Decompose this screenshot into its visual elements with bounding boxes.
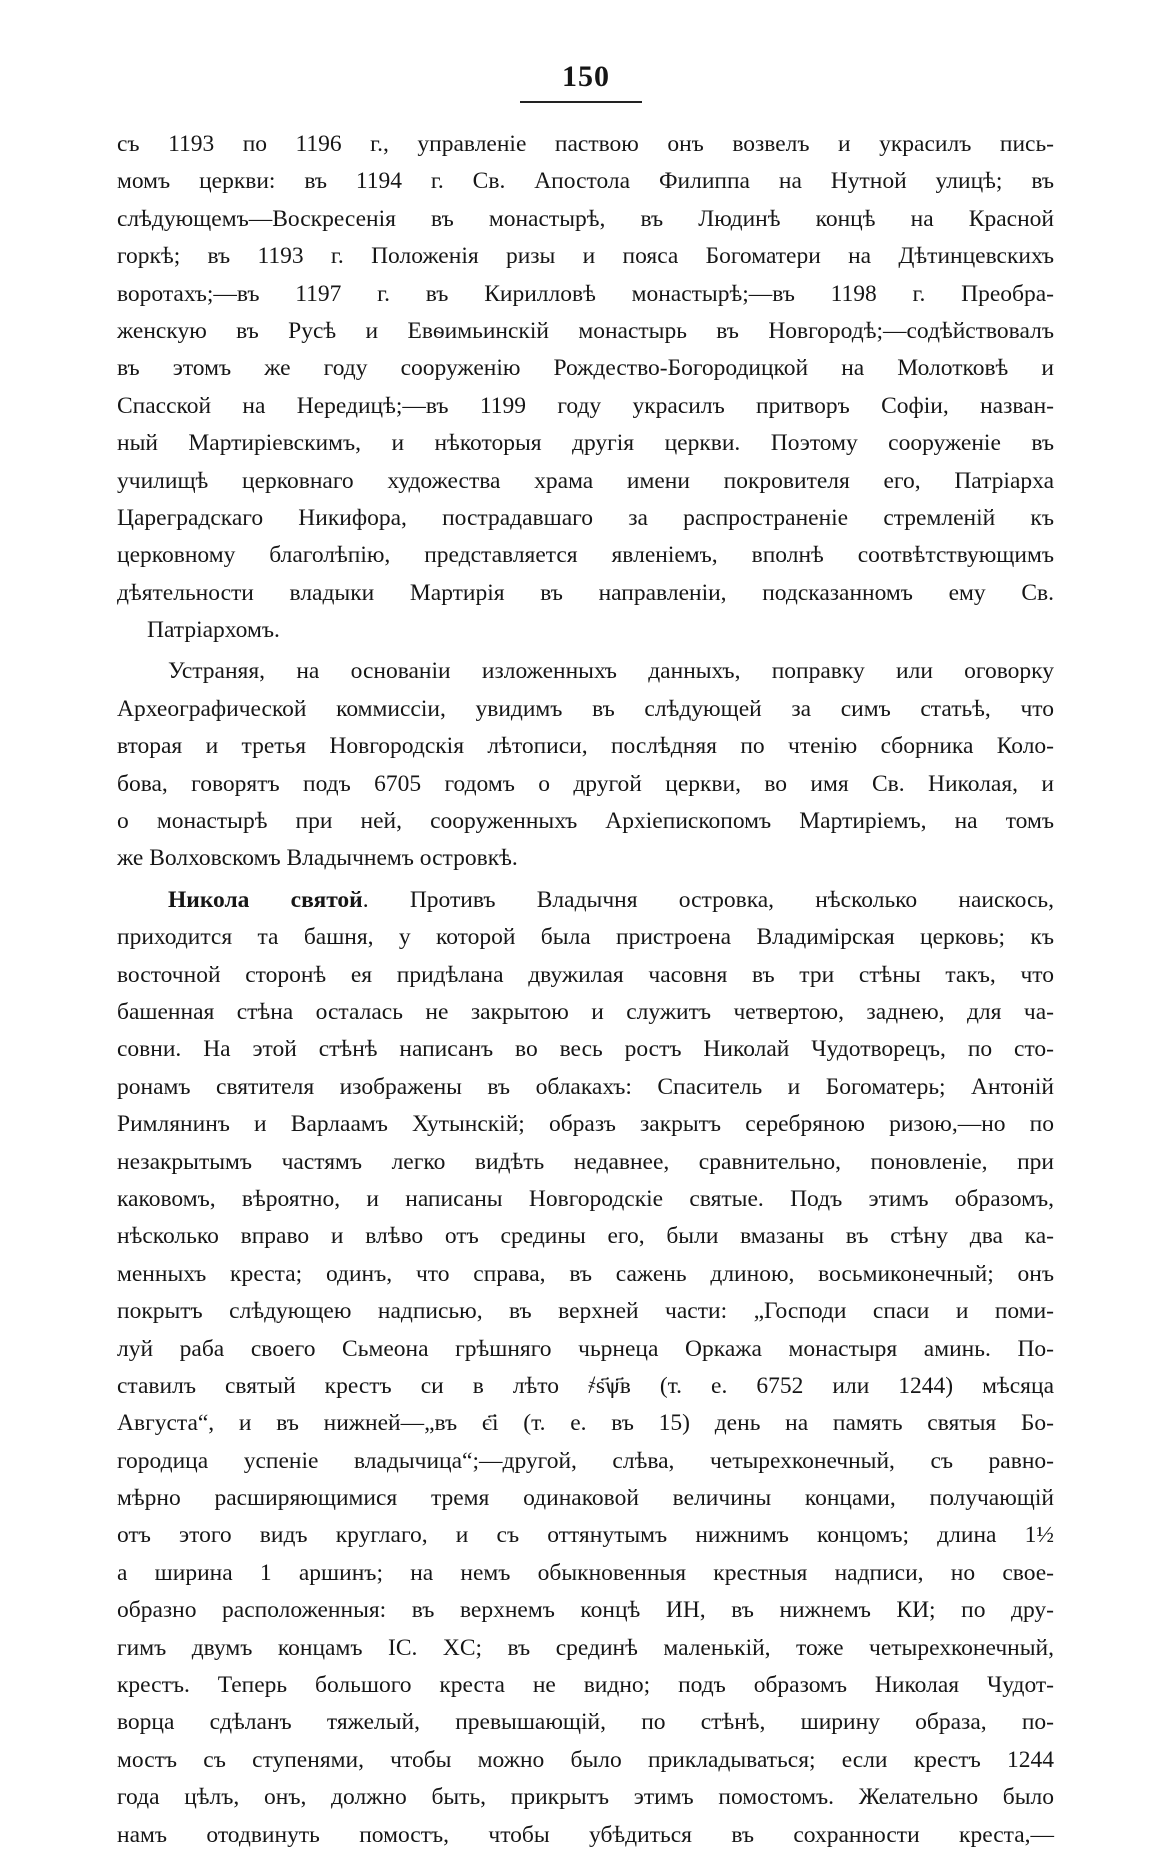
text-line: ронамъ святителя изображены въ облакахъ: Спаситель и Богоматерь; Антоній xyxy=(117,1073,1054,1100)
text-line: ставилъ святый крестъ си в лѣто ҂s҃ѱ҃в (т. е. 6752 или 1244) мѣсяца xyxy=(117,1372,1054,1399)
text-line: приходится та башня, у которой была пристроена Владимірская церковь; къ xyxy=(117,924,1054,951)
text-line: же Волховскомъ Владычнемъ островкѣ. xyxy=(117,845,518,872)
text-line: мѣрно расширяющимися тремя одинаковой величины концами, получающій xyxy=(117,1485,1054,1512)
paragraph-2 xyxy=(117,653,1054,877)
text-line: городица успеніе владычица“;—другой, слѣва, четырехконечный, съ равно- xyxy=(117,1447,1054,1474)
text-line: момъ церкви: въ 1194 г. Св. Апостола Филиппа на Нутной улицѣ; въ xyxy=(117,168,1054,195)
text-line: луй раба своего Сьмеона грѣшняго чьрнеца Оркажа монастыря аминь. По- xyxy=(117,1335,1054,1362)
text-line: вторая и третья Новгородскія лѣтописи, послѣдняя по чтенію сборника Коло- xyxy=(117,733,1054,760)
text-line: отъ этого видъ круглаго, и съ оттянутымъ нижнимъ концомъ; длина 1½ xyxy=(117,1522,1054,1549)
text-line: менныхъ креста; одинъ, что справа, въ сажень длиною, восьмиконечный; онъ xyxy=(117,1260,1054,1287)
text-line: гимъ двумъ концамъ IC. XC; въ срединѣ маленькій, тоже четырехконечный, xyxy=(117,1634,1054,1661)
text-line: слѣдующемъ—Воскресенія въ монастырѣ, въ Людинѣ концѣ на Красной xyxy=(117,205,1054,232)
text-line: года цѣлъ, онъ, должно быть, прикрытъ этимъ помостомъ. Желательно было xyxy=(117,1784,1054,1811)
text-line: нѣсколько вправо и влѣво отъ средины его, были вмазаны въ стѣну два ка- xyxy=(117,1223,1054,1250)
text-line: покрытъ слѣдующею надписью, въ верхней части: „Господи спаси и поми- xyxy=(117,1298,1054,1325)
text-line: дѣятельности владыки Мартирія въ направленіи, подсказанномъ ему Св. xyxy=(117,579,1054,606)
text-line: восточной сторонѣ ея придѣлана двужилая часовня въ три стѣны такъ, что xyxy=(117,961,1054,988)
text-line: горкѣ; въ 1193 г. Положенія ризы и пояса Богоматери на Дѣтинцевскихъ xyxy=(117,243,1054,270)
text-line: образно расположенныя: въ верхнемъ концѣ ИН, въ нижнемъ КИ; по дру- xyxy=(117,1597,1054,1624)
text-line: женскую въ Русѣ и Евѳимьинскій монастырь въ Новгородѣ;—содѣйствовалъ xyxy=(117,317,1054,344)
text-line: ный Мартиріевскимъ, и нѣкоторыя другія церкви. Поэтому сооруженіе въ xyxy=(117,430,1054,457)
text-line: бова, говорятъ подъ 6705 годомъ о другой церкви, во имя Св. Николая, и xyxy=(117,770,1054,797)
text-line: башенная стѣна осталась не закрытою и служитъ четвертою, заднею, для ча- xyxy=(117,998,1054,1025)
text-line: а ширина 1 аршинъ; на немъ обыкновенныя крестныя надписи, но свое- xyxy=(117,1559,1054,1586)
text-line: воротахъ;—въ 1197 г. въ Кирилловѣ монастырѣ;—въ 1198 г. Преобра- xyxy=(117,280,1054,307)
text-line: ворца сдѣланъ тяжелый, превышающій, по стѣнѣ, ширину образа, по- xyxy=(117,1709,1054,1736)
text-line: о монастырѣ при ней, сооруженныхъ Архіепископомъ Мартиріемъ, на томъ xyxy=(117,808,1054,835)
paragraph-3 xyxy=(117,882,1054,1854)
text-line: крестъ. Теперь большого креста не видно; подъ образомъ Николая Чудот- xyxy=(117,1672,1054,1699)
text-line: намъ отодвинуть помостъ, чтобы убѣдиться въ сохранности креста,— xyxy=(117,1821,1054,1848)
text-line: въ этомъ же году сооруженію Рождество-Богородицкой на Молотковѣ и xyxy=(117,355,1054,382)
header-rule xyxy=(520,101,642,103)
text-line: Археографической коммиссіи, увидимъ въ слѣдующей за симъ статьѣ, что xyxy=(117,695,1054,722)
text-line: каковомъ, вѣроятно, и написаны Новгородскіе святые. Подъ этимъ образомъ, xyxy=(117,1185,1054,1212)
text-line: Цареградскаго Никифора, пострадавшаго за распространеніе стремленій къ xyxy=(117,504,1054,531)
text-line: Спасской на Нередицѣ;—въ 1199 году украсилъ притворъ Софіи, назван- xyxy=(117,392,1054,419)
text-line: совни. На этой стѣнѣ написанъ во весь ростъ Николай Чудотворецъ, по сто- xyxy=(117,1036,1054,1063)
text-line: Устраняя, на основаніи изложенныхъ данныхъ, поправку или оговорку xyxy=(168,658,1054,685)
main-text xyxy=(117,126,1054,1854)
text-line: Августа“, и въ нижней—„въ є҃i (т. е. въ 15) день на память святыя Бо- xyxy=(117,1410,1054,1437)
section-heading: Никола святой xyxy=(168,886,363,913)
page-number: 150 xyxy=(562,60,610,93)
text-line xyxy=(117,882,1054,919)
text-line: Патріархомъ. xyxy=(147,617,280,644)
paragraph-1 xyxy=(117,126,1054,649)
text-line: незакрытымъ частямъ легко видѣть недавнее, сравнительно, поновленіе, при xyxy=(117,1148,1054,1175)
text-line: училищѣ церковнаго художества храма имени покровителя его, Патріарха xyxy=(117,467,1054,494)
text-line: Римлянинъ и Варлаамъ Хутынскій; образъ закрытъ серебряною ризою,—но по xyxy=(117,1111,1054,1138)
heading-line-rest: . Противъ Владычня островка, нѣсколько наискось, xyxy=(362,886,1054,913)
text-line: съ 1193 по 1196 г., управленіе паствою онъ возвелъ и украсилъ пись- xyxy=(117,131,1054,157)
text-line: мостъ съ ступенями, чтобы можно было прикладываться; если крестъ 1244 xyxy=(117,1746,1054,1773)
text-line: церковному благолѣпію, представляется явленіемъ, вполнѣ соотвѣтствующимъ xyxy=(117,542,1054,569)
